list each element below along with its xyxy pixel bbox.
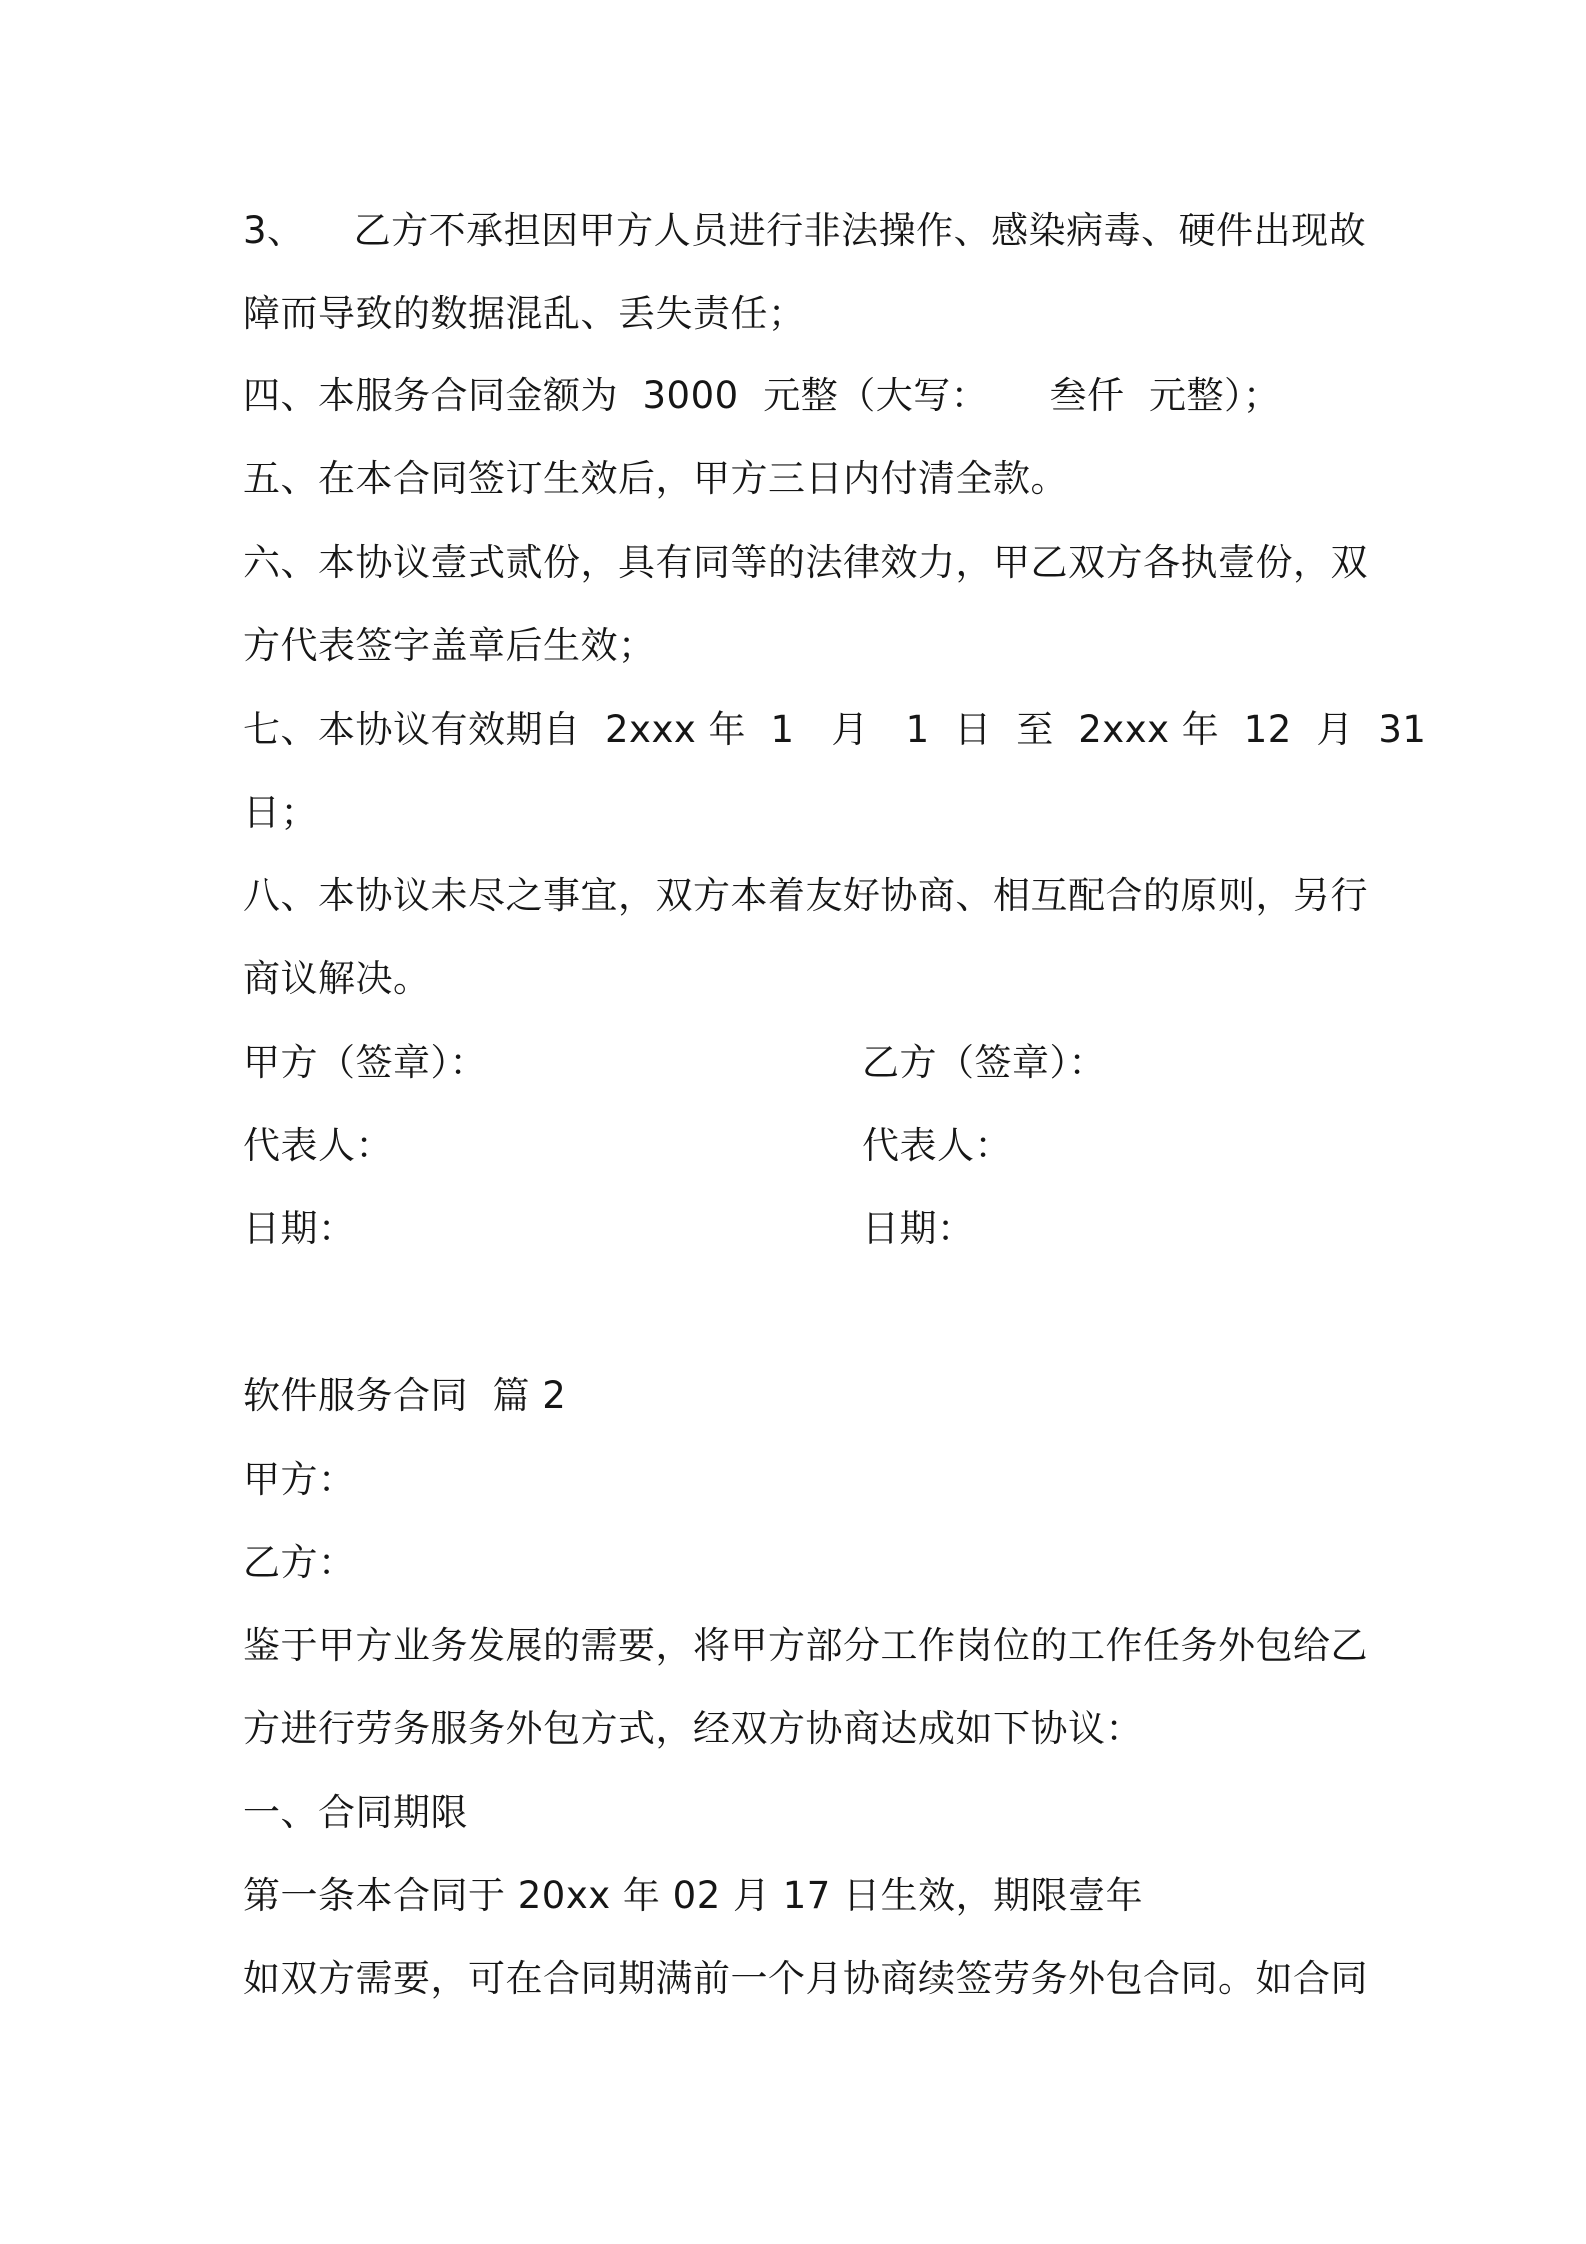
party-b-representative-label: 代表人：: [862, 1124, 1012, 1167]
clause-6-line-1: 六、本协议壹式贰份，具有同等的法律效力，甲乙双方各执壹份，双: [243, 541, 1368, 584]
section-2-title: 软件服务合同 篇 2: [243, 1374, 567, 1417]
clause-3-line-2: 障而导致的数据混乱、丢失责任；: [243, 292, 806, 335]
party-b-date-label: 日期：: [862, 1207, 975, 1250]
clause-3-line-1: 3、 乙方不承担因甲方人员进行非法操作、感染病毒、硬件出现故: [243, 209, 1367, 252]
clause-8-line-2: 商议解决。: [243, 957, 431, 1000]
party-a-seal-label: 甲方（签章）：: [243, 1041, 487, 1084]
party-a-date-label: 日期：: [243, 1207, 356, 1250]
clause-7-line-1: 七、本协议有效期自 2xxx 年 1 月 1 日 至 2xxx 年 12 月 31: [243, 708, 1427, 751]
section-2-renewal-line-1: 如双方需要，可在合同期满前一个月协商续签劳务外包合同。如合同: [243, 1957, 1368, 2000]
section-2-party-b: 乙方：: [243, 1541, 356, 1584]
section-2-intro-line-2: 方进行劳务服务外包方式，经双方协商达成如下协议：: [243, 1707, 1143, 1750]
clause-4: 四、本服务合同金额为 3000 元整（大写： 叁仟 元整）；: [243, 374, 1281, 417]
section-2-intro-line-1: 鉴于甲方业务发展的需要，将甲方部分工作岗位的工作任务外包给乙: [243, 1624, 1368, 1667]
party-b-seal-label: 乙方（签章）：: [862, 1041, 1106, 1084]
section-2-heading-contract-term: 一、合同期限: [243, 1791, 468, 1834]
party-a-representative-label: 代表人：: [243, 1124, 393, 1167]
clause-6-line-2: 方代表签字盖章后生效；: [243, 624, 656, 667]
clause-5: 五、在本合同签订生效后，甲方三日内付清全款。: [243, 457, 1068, 500]
clause-7-line-2: 日；: [243, 791, 318, 834]
section-2-article-1: 第一条本合同于 20xx 年 02 月 17 日生效，期限壹年: [243, 1874, 1144, 1917]
clause-8-line-1: 八、本协议未尽之事宜，双方本着友好协商、相互配合的原则，另行: [243, 874, 1368, 917]
section-2-party-a: 甲方：: [243, 1458, 356, 1501]
